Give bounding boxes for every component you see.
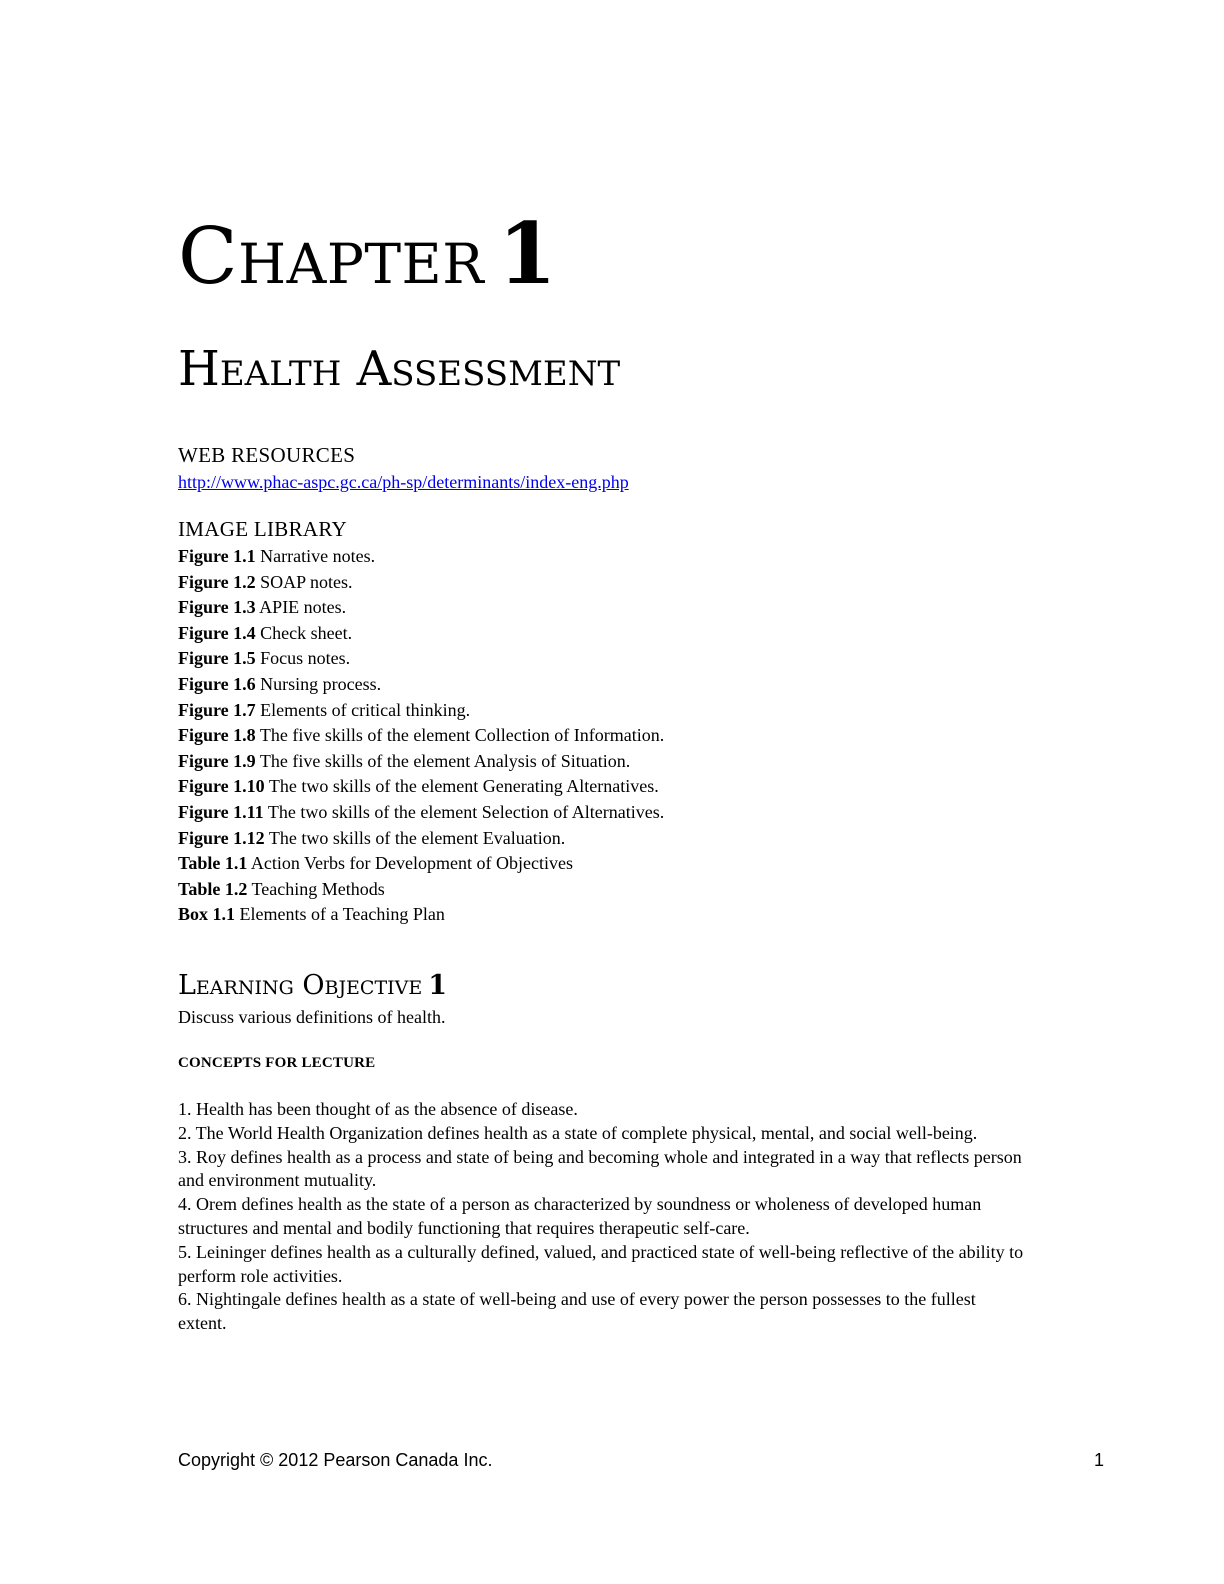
item-label: Figure 1.7 (178, 699, 256, 720)
list-item (178, 646, 664, 672)
list-item (178, 672, 664, 698)
learning-objective-label: Learning Objective (178, 970, 423, 1001)
list-item (178, 723, 664, 749)
item-label: Table 1.2 (178, 878, 248, 899)
list-item (178, 774, 664, 800)
item-text: APIE notes. (255, 597, 347, 618)
item-text: Narrative notes. (255, 546, 376, 566)
item-label: Figure 1.4 (178, 622, 256, 643)
list-item: 6. Nightingale defines health as a state of well-being and use of every power the person possesses to the fullest extent. (178, 1289, 976, 1334)
item-label: Figure 1.8 (178, 725, 256, 746)
item-text: The two skills of the element Generating Alternatives. (264, 776, 659, 797)
learning-objective-description: Discuss various definitions of health. (178, 1007, 446, 1027)
chapter-subtitle: Health Assessment (178, 341, 621, 397)
item-text: Nursing process. (255, 673, 382, 694)
list-item: 2. The World Health Organization defines health as a state of complete physical, mental, and social well-being. (178, 1122, 978, 1143)
item-text: Check sheet. (255, 622, 353, 643)
item-label: Figure 1.10 (178, 776, 265, 797)
item-label: Figure 1.6 (178, 673, 256, 694)
list-item (178, 544, 664, 570)
concepts-heading: CONCEPTS FOR LECTURE (178, 1055, 376, 1071)
item-text: The five skills of the element Analysis of Situation. (255, 750, 631, 771)
web-resource-link[interactable]: http://www.phac-aspc.gc.ca/ph-sp/determinants/index-eng.php (178, 472, 629, 492)
chapter-word: Chapter (178, 212, 485, 302)
list-item (178, 621, 664, 647)
concepts-list (178, 1098, 1028, 1336)
list-item (178, 595, 664, 621)
list-item (178, 749, 664, 775)
learning-objective-number: 1 (428, 970, 448, 1001)
item-text: The five skills of the element Collection of Information. (255, 725, 665, 746)
item-text: Elements of a Teaching Plan (235, 904, 445, 925)
item-text: The two skills of the element Evaluation. (264, 827, 566, 848)
list-item (178, 902, 664, 928)
chapter-title (178, 204, 558, 303)
list-item (178, 826, 664, 852)
page-number: 1 (1094, 1450, 1105, 1470)
item-label: Figure 1.3 (178, 597, 256, 618)
list-item (178, 851, 664, 877)
image-library-list (178, 544, 664, 928)
footer-copyright: Copyright © 2012 Pearson Canada Inc. (178, 1450, 493, 1470)
list-item (178, 877, 664, 903)
item-text: Action Verbs for Development of Objectives (247, 853, 573, 874)
item-label: Figure 1.11 (178, 801, 264, 822)
list-item (178, 800, 664, 826)
list-item: 5. Leininger defines health as a culturally defined, valued, and practiced state of well-being reflective of the ability to perform role activities. (178, 1241, 1024, 1286)
item-text: Focus notes. (255, 648, 351, 669)
learning-objective-title (178, 972, 447, 999)
web-resources-heading: WEB RESOURCES (178, 443, 356, 467)
image-library-heading: IMAGE LIBRARY (178, 517, 347, 541)
item-label: Figure 1.12 (178, 827, 265, 848)
item-label: Figure 1.5 (178, 648, 256, 669)
item-label: Figure 1.2 (178, 571, 256, 592)
list-item (178, 570, 664, 596)
item-text: The two skills of the element Selection of Alternatives. (263, 801, 665, 822)
chapter-number: 1 (498, 204, 558, 303)
list-item (178, 698, 664, 724)
list-item: 3. Roy defines health as a process and state of being and becoming whole and integrated in a way that reflects person and environment mutuality. (178, 1146, 1022, 1191)
item-label: Box 1.1 (178, 904, 236, 925)
item-label: Figure 1.1 (178, 546, 256, 566)
list-item: 4. Orem defines health as the state of a person as characterized by soundness or wholeness of developed human structures and mental and bodily functioning that requires therapeutic self-care. (178, 1194, 982, 1238)
list-item: 1. Health has been thought of as the absence of disease. (178, 1099, 578, 1119)
item-text: SOAP notes. (255, 571, 353, 592)
item-text: Teaching Methods (247, 878, 385, 899)
item-label: Table 1.1 (178, 853, 248, 874)
item-label: Figure 1.9 (178, 750, 256, 771)
item-text: Elements of critical thinking. (255, 699, 471, 720)
